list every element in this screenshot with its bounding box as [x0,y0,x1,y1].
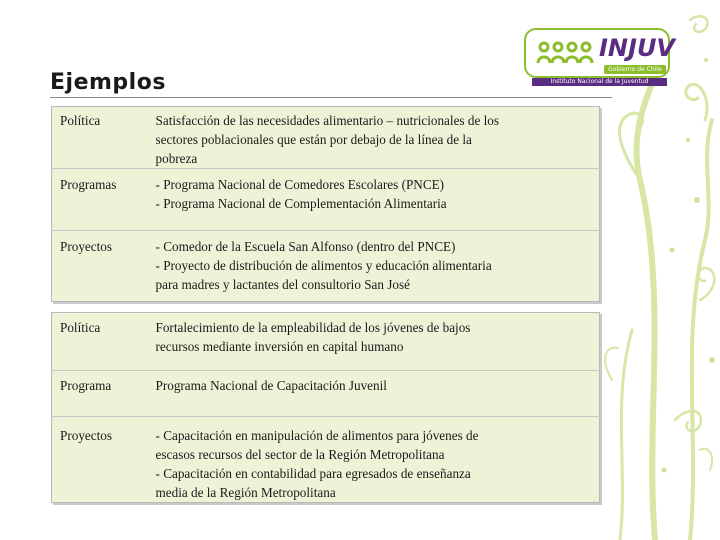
table-row [52,313,600,371]
row-value [153,417,600,503]
row-value [153,107,600,169]
text-line: Satisfacción de las necesidades alimentario – nutricionales de los [155,113,499,128]
row-value [153,371,600,417]
table-row [52,231,600,302]
text-line: - Capacitación en manipulación de alimentos para jóvenes de [155,428,479,443]
table-row [52,371,600,417]
table-row [52,417,600,503]
examples-table-food [51,106,600,302]
text-line: - Comedor de la Escuela San Alfonso (dentro del PNCE) [155,239,456,254]
examples-table-employment [51,312,600,503]
text-line: para madres y lactantes del consultorio San José [155,277,411,292]
people-icon [536,41,594,65]
logo-badge: Gobierno de Chile [604,65,666,74]
table-row [52,107,600,169]
injuv-logo [524,28,676,88]
text-line: Fortalecimiento de la empleabilidad de los jóvenes de bajos [155,320,471,335]
row-label: Política [52,313,153,371]
row-label: Programa [52,371,153,417]
logo-wordmark: INJUV [599,34,676,62]
row-value [153,313,600,371]
text-line: - Proyecto de distribución de alimentos y educación alimentaria [155,258,492,273]
text-line: - Programa Nacional de Comedores Escolares (PNCE) [155,177,445,192]
text-line: - Programa Nacional de Complementación Alimentaria [155,196,447,211]
text-line: pobreza [155,151,198,166]
text-line: Programa Nacional de Capacitación Juvenil [155,378,387,393]
row-value [153,231,600,302]
text-line: escasos recursos del sector de la Región Metropolitana [155,447,445,462]
page-title: Ejemplos [50,70,166,95]
text-line: sectores poblacionales que están por debajo de la línea de la [155,132,472,147]
row-label: Política [52,107,153,169]
logo-subtitle: Instituto Nacional de la Juventud [532,78,667,86]
text-line: recursos mediante inversión en capital humano [155,339,404,354]
table-row [52,169,600,231]
title-divider [50,97,612,98]
text-line: media de la Región Metropolitana [155,485,336,500]
text-line: - Capacitación en contabilidad para egresados de enseñanza [155,466,471,481]
row-label: Programas [52,169,153,231]
row-label: Proyectos [60,239,113,254]
row-label: Proyectos [60,428,113,443]
row-value [153,169,600,231]
